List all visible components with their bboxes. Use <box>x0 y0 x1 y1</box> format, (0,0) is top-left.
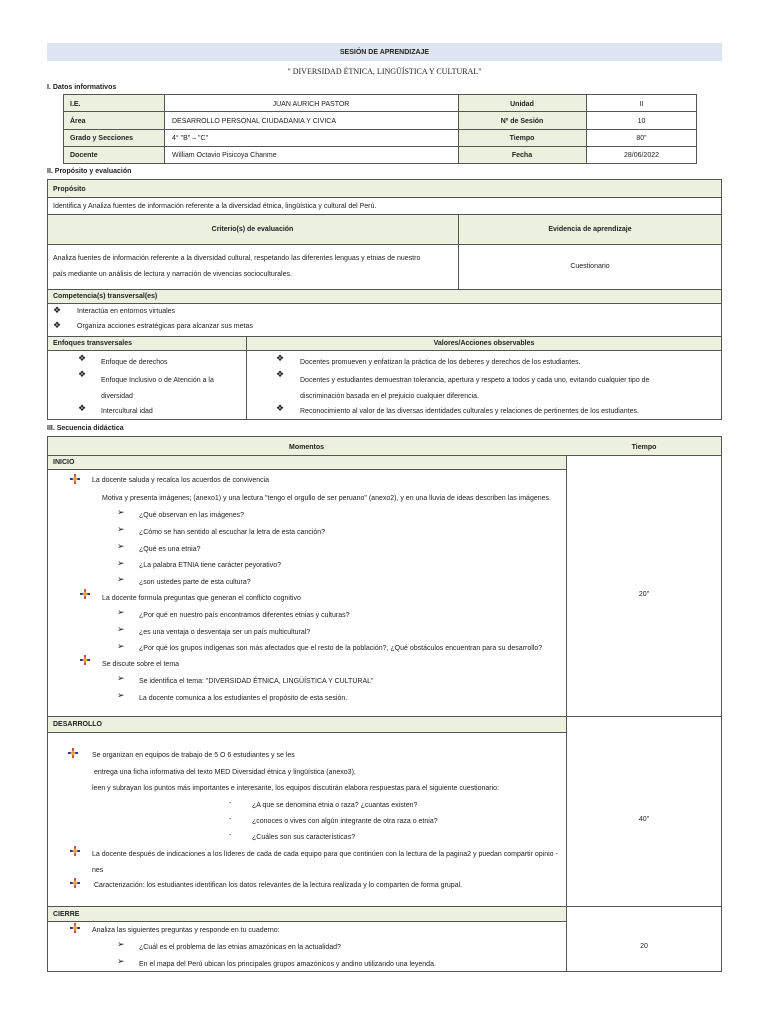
inicio-question: ¿Qué observan en las imágenes? <box>139 512 245 519</box>
arrow-icon: ➢ <box>117 541 125 551</box>
dash-icon: - <box>229 832 232 839</box>
docente-value: William Octavio Pisicoya Chanme <box>172 152 277 159</box>
proposito-text: Identifica y Analiza fuentes de información referente a la diversidad étnica, lingüística y cultural del Perú. <box>53 203 377 210</box>
inicio-conflict-question: ¿Por qué los grupos indígenas son más afectados que el resto de la población?, ¿Qué obstáculos encuentran para su desarrollo? <box>139 645 543 652</box>
tiempo-header: Tiempo <box>631 444 657 451</box>
desarrollo-time: 40" <box>638 816 650 823</box>
bullet-icon: ❖ <box>276 353 285 363</box>
desarrollo-line-1: Se organizan en equipos de trabajo de 5 O 6 estudiantes y se les <box>92 752 295 759</box>
inicio-question: ¿Cómo se han sentido al escuchar la letra de esta canción? <box>139 529 325 536</box>
page-subtitle: " DIVERSIDAD ÉTNICA, LINGÜÍSTICA Y CULTURAL" <box>287 67 482 76</box>
evidencia-value: Cuestionario <box>570 263 610 270</box>
pointing-hand-icon <box>70 923 80 933</box>
tiempo-label: Tiempo <box>509 135 535 142</box>
desarrollo-line-5: nes <box>92 867 104 874</box>
valor-2b: discriminación basada en el prejuicio cualquier diferencia. <box>300 393 479 400</box>
arrow-icon: ➢ <box>117 507 125 517</box>
momentos-header: Momentos <box>289 444 324 451</box>
desarrollo-line-2: entrega una ficha informativa del texto MED Diversidad étnica y lingüística (anexo3), <box>94 769 356 776</box>
inicio-question: ¿La palabra ETNIA tiene carácter peyorativo? <box>139 562 282 569</box>
cierre-question: En el mapa del Perú ubican los principales grupos amazónicos y andino utilizando una leyenda. <box>139 961 436 968</box>
inicio-line-2: Motiva y presenta imágenes; (anexo1) y una lectura "tengo el orgullo de ser peruano" (anexo2), y en una lluvia de ideas describen las imágenes. <box>102 495 551 502</box>
bullet-icon: ❖ <box>78 353 87 363</box>
cierre-label: CIERRE <box>53 911 80 918</box>
proposito-header-bg <box>48 180 721 197</box>
cierre-header-bg <box>48 907 566 921</box>
arrow-icon: ➢ <box>117 574 125 584</box>
bullet-icon: ❖ <box>53 305 62 315</box>
inicio-proposito: La docente comunica a los estudiantes el propósito de esta sesión. <box>139 695 348 702</box>
desarrollo-line-4: La docente después de indicaciones a los líderes de cada de cada equipo para que continúen con la lectura de la pagina2 y puedan compartir opinio - <box>92 851 558 858</box>
inicio-question: ¿Qué es una etnia? <box>139 546 201 553</box>
cierre-line-1: Analiza las siguientes preguntas y responde en tu cuaderno: <box>92 927 280 934</box>
valor-3: Reconocimiento al valor de las diversas identidades culturales y relaciones de pertinentes de los estudiantes. <box>300 408 639 415</box>
unidad-label: Unidad <box>510 101 534 108</box>
desarrollo-question: ¿conoces o vives con algún integrante de otra raza o etnia? <box>252 818 438 825</box>
arrow-icon: ➢ <box>117 524 125 534</box>
area-label: Área <box>70 118 86 125</box>
desarrollo-line-6: Caracterización: los estudiantes identifican los datos relevantes de la lectura realizada y lo comparten de forma grupal. <box>94 882 463 889</box>
inicio-conflict-question: ¿es una ventaja o desventaja ser un país multicultural? <box>139 629 311 636</box>
desarrollo-line-3: leen y subrayan los puntos más importantes e interesante, los equipos discutirán elabora respuestas para el siguiente cuestionario: <box>92 785 500 792</box>
desarrollo-question: ¿A que se denomina etnia o raza? ¿cuantas existen? <box>252 802 418 809</box>
dash-icon: - <box>229 816 232 823</box>
pointing-hand-icon <box>70 846 80 856</box>
cierre-question: ¿Cuál es el problema de las etnias amazónicas en la actualidad? <box>139 944 341 951</box>
dash-icon: - <box>229 800 232 807</box>
grado-value: 4° "B" – "C" <box>172 135 209 142</box>
bullet-icon: ❖ <box>276 369 285 379</box>
inicio-header-bg <box>48 456 566 469</box>
valor-2: Docentes y estudiantes demuestran tolerancia, apertura y respeto a todos y cada uno, evitando cualquier tipo de <box>300 377 650 384</box>
pointing-hand-icon <box>70 878 80 888</box>
criterio-line2: país mediante un análisis de lectura y narración de vivencias socioculturales. <box>53 271 292 278</box>
inicio-line-4: Se discute sobre el tema <box>102 661 180 668</box>
arrow-icon: ➢ <box>117 607 125 617</box>
desarrollo-header-bg <box>48 717 566 732</box>
sesion-value: 10 <box>637 118 646 125</box>
competencia-1: Interactúa en entornos virtuales <box>77 308 176 315</box>
fecha-value: 28/06/2022 <box>623 152 660 159</box>
arrow-icon: ➢ <box>117 690 125 700</box>
bullet-icon: ❖ <box>276 403 285 413</box>
desarrollo-question: ¿Cuáles son sus características? <box>252 834 356 841</box>
area-value: DESARROLLO PERSONAL CIUDADANIA Y CIVICA <box>172 118 337 125</box>
inicio-conflict-question: ¿Por qué en nuestro país encontramos diferentes etnias y culturas? <box>139 612 350 619</box>
sesion-label: Nº de Sesión <box>500 118 544 125</box>
tiempo-value: 80" <box>636 135 647 142</box>
docente-label: Docente <box>70 152 98 159</box>
section-2-heading: II. Propósito y evaluación <box>47 168 132 175</box>
enfoque-1: Enfoque de derechos <box>101 359 168 366</box>
page-title: SESIÓN DE APRENDIZAJE <box>339 49 430 56</box>
enfoque-3: Intercultural idad <box>101 408 153 415</box>
proposito-label: Propósito <box>53 186 86 193</box>
inicio-question: ¿son ustedes parte de esta cultura? <box>139 579 251 586</box>
evidencia-header: Evidencia de aprendizaje <box>548 226 632 233</box>
ie-value: JUAN AURICH PASTOR <box>272 101 350 108</box>
pointing-hand-icon <box>80 589 90 599</box>
section-1-heading: I. Datos informativos <box>47 84 117 91</box>
arrow-icon: ➢ <box>117 673 125 683</box>
competencia-2: Organiza acciones estratégicas para alcanzar sus metas <box>77 323 253 330</box>
inicio-line-3: La docente formula preguntas que generan el conflicto cognitivo <box>102 595 301 602</box>
enfoques-label: Enfoques transversales <box>53 340 132 347</box>
desarrollo-label: DESARROLLO <box>53 721 102 728</box>
arrow-icon: ➢ <box>117 558 125 568</box>
section-3-heading: III. Secuencia didáctica <box>47 425 124 432</box>
criterio-header: Criterio(s) de evaluación <box>211 226 294 233</box>
competencias-label: Competencia(s) transversal(es) <box>53 293 158 300</box>
inicio-time: 20" <box>638 591 650 598</box>
arrow-icon: ➢ <box>117 939 125 949</box>
bullet-icon: ❖ <box>78 369 87 379</box>
criterio-line1: Analiza fuentes de información referente a la diversidad cultural, respetando las diferentes lenguas y etnias de nuestro <box>53 255 421 262</box>
grado-label: Grado y Secciones <box>70 135 134 142</box>
pointing-hand-icon <box>80 655 90 665</box>
pointing-hand-icon <box>68 748 78 758</box>
bullet-icon: ❖ <box>53 320 62 330</box>
valor-1: Docentes promueven y enfatizan la práctica de los deberes y derechos de los estudiantes. <box>300 359 581 366</box>
bullet-icon: ❖ <box>78 403 87 413</box>
valores-label: Valores/Acciones observables <box>433 340 535 347</box>
fecha-label: Fecha <box>511 152 533 159</box>
inicio-line-1: La docente saluda y recalca los acuerdos de convivencia <box>92 477 270 484</box>
arrow-icon: ➢ <box>117 956 125 966</box>
inicio-label: INICIO <box>53 459 75 466</box>
cierre-time: 20 <box>640 943 648 950</box>
arrow-icon: ➢ <box>117 624 125 634</box>
enfoque-2b: diversidad <box>101 393 133 400</box>
enfoque-2: Enfoque Inclusivo o de Atención a la <box>101 377 214 384</box>
unidad-value: II <box>639 101 644 108</box>
ie-label: I.E. <box>70 101 81 108</box>
inicio-tema: Se identifica el tema: "DIVERSIDAD ÉTNICA, LINGÜÍSTICA Y CULTURAL" <box>139 678 374 685</box>
pointing-hand-icon <box>70 474 80 484</box>
arrow-icon: ➢ <box>117 641 125 651</box>
